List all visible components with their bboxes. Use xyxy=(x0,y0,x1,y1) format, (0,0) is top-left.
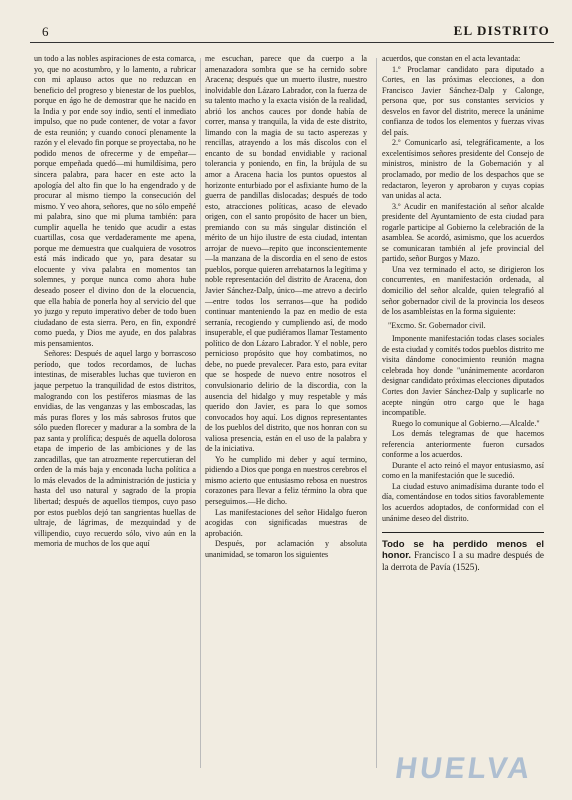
column-1 xyxy=(34,54,196,550)
paragraph: Las manifestaciones del señor Hidalgo fueron acogidas con significadas muestras de aprobación. xyxy=(205,507,367,538)
paragraph: Yo he cumplido mi deber y aquí termino, pidiendo a Dios que ponga en nuestros cerebros el mismo acierto que entusiasmo rebosa en nuestros corazones para llevar a feliz término la obra que perseguimos.—He dicho. xyxy=(205,454,367,506)
paragraph: 3.º Acudir en manifestación al señor alcalde presidente del Ayuntamiento de esta ciudad para rogarle participe al Gobierno la celebración de la asamblea. Se acordó, asimismo, que los acuerdos se comunicaran también al jefe provincial del partido, señor Burgos y Mazo. xyxy=(382,201,544,264)
paragraph: me escuchan, parece que da cuerpo a la amenazadora sombra que se ha cernido sobre Aracena; después que un muerto ilustre, nuestro inolvidable don Lázaro Labrador, con la fuerza de su talento macho y la exacta visión de la realidad, abrió los anchos cauces por donde había de correr, mansa y tranquila, la vida de este distrito, limando con la magia de su tacto asperezas y rencillas, atrayendo a los más díscolos con el encanto de su bondad envidiable y racional tolerancia y poniendo, en fin, la brújula de su amor a Aracena hacia los puntos opuestos al horizonte enturbiado por el asfixiante humo de la guerra de pandillas dislocadas; después de todo esto, atracciones políticas, acaso de elevado origen, con el santo propósito de hacer un bien, premiando con su más singular distinción el mérito de un hijo ilustre de esta ciudad, intentan arrojar de nuevo—repito que inconscientemente—la manzana de la discordia en el seno de estos pueblos, porque quieren arrebatarnos la legítima y noble representación del distrito de Aracena, don Javier Sánchez-Dalp, único—me atrevo a decirlo—entre todos los serranos—que ha podido continuar manteniendo la paz en medio de esta serranía, recogiendo y cumpliendo así, de modo insuperable, el que pudiéramos llamar Testamento político de don Lázaro Labrador. Y el noble, pero pernicioso propósito que hoy combatimos, no debe, no puede prevalecer. Para esto, para evitar que se hospede de nuevo entre nosotros el convulsionario delirio de la discordia, con la ausencia del hidalgo y muy respetable y más querido don Javier, es para lo que somos convocados hoy aquí. Los dignos representantes de los pueblos del distrito, que nos honran con su valiosa presencia, están en el uso de la palabra y de la iniciativa. xyxy=(205,54,367,454)
telegram-signoff: Ruego lo comunique al Gobierno.—Alcalde." xyxy=(392,418,540,428)
paragraph: Señores: Después de aquel largo y borrascoso período, que todos recordamos, de luchas intestinas, de miserables luchas que tuvieron en jaque perpetuo la tranquilidad de estos distritos, malogrando con los pestíferos miasmas de las envidias, de las venganzas y las emboscadas, las más puras flores y los más sabrosos frutos que sólo pueden florecer y madurar a la sombra de la paz santa y prolífica; después de aquella dolorosa etapa de imperio de las ambiciones y de las zancadillas, que tan atrozmente repercutieran del orden de la más baja y enconada lucha política a lo más elevados de la administración de justicia y hasta del uso natural y sagrado de la propia libertad; después de aquellos tiempos, cuyo paso por estos pueblos dejó tan sangrientas huellas de ultraje, de lágrimas, de mezquindad y de villipendio, cuyo recuerdo sólo, vivo aún en la memoria de muchos de los que aquí xyxy=(34,349,196,549)
column-divider xyxy=(376,58,377,768)
journal-title: EL DISTRITO xyxy=(453,23,550,38)
paragraph: Después, por aclamación y absoluta unanimidad, se tomaron los siguientes xyxy=(205,539,367,559)
telegram-body: Imponente manifestación todas clases sociales de esta ciudad y comités todos pueblos distrito me visita dándome conocimiento reunión magna celebrada hoy donde "unánimemente acordaron designar candidato próximas elecciones diputados Cortes don Javier Sánchez-Dalp y suplicarle no acepte ningún otro cargo que le haga incompatible. xyxy=(382,334,544,418)
note-bold-lead: Todo se ha perdido menos el honor. xyxy=(382,539,544,562)
paragraph: La ciudad estuvo animadísima durante todo el día, comentándose en todos sitios favorablemente los acuerdos adoptados, de conformidad con el unánime deseo del distrito. xyxy=(382,481,544,523)
paragraph: 1.º Proclamar candidato para diputado a Cortes, en las próximas elecciones, a don Francisco Javier Sánchez-Dalp y Calonge, persona que, por sus constantes servicios y desvelos en favor del distrito, merece la unánime confianza de todos los elementos y fuerzas vivas del país. xyxy=(382,64,544,137)
column-3 xyxy=(382,54,544,573)
note-text: Francisco I a su madre después de la derrota de Pavía (1525). xyxy=(382,550,544,572)
paragraph: 2.º Comunicarlo así, telegráficamente, a los excelentísimos señores presidente del Consejo de ministros, ministro de la Gobernación y al proclamado, por medio de los despachos que se redactaron, leyeron y aprobaron y cuyas copias van unidas al acta. xyxy=(382,138,544,201)
paragraph: Una vez terminado el acto, se dirigieron los concurrentes, en manifestación ordenada, al domicilio del señor alcalde, quien telegrafió al señor gobernador civil de la provincia los deseos de los asambleístas en la forma siguiente: xyxy=(382,264,544,317)
page-number: 6 xyxy=(42,24,49,39)
library-watermark-logo: HUELVA xyxy=(393,752,535,785)
telegram-heading: "Excmo. Sr. Gobernador civil. xyxy=(388,320,486,330)
section-divider xyxy=(382,532,544,533)
paragraph: Los demás telegramas de que hacemos referencia anteriormente fueron cursados conforme a los acuerdos. xyxy=(382,429,544,460)
paragraph: Durante el acto reinó el mayor entusiasmo, así como en la manifestación que le sucedió. xyxy=(382,460,544,481)
column-2 xyxy=(205,54,367,560)
page-header xyxy=(30,23,554,43)
paragraph: acuerdos, que constan en el acta levantada: xyxy=(382,54,521,63)
paragraph: un todo a las nobles aspiraciones de esta comarca, yo, que no acostumbro, y lo lamento, a rubricar con mi aplauso actos que no reduzcan en beneficio del progreso y bienestar de los pueblos, porque en ágo he de demostrar que he nacido en la India y por ende soy indio, sentí el inmediato impulso, que no pude contener, de votar a favor de esta reunión; y cuando conocí plenamente la razón y el elevado fin porque se proyectaba, no he podido menos de ofrecerme y de empeñar—porque empeñada quedó—mi humildísima, pero sincera palabra, para hacer en este acto la apología del alto fin que lo ha engendrado y de procurar al mismo tiempo la consecución del mismo. Y veo ahora, señores, que no sólo empeñé mi palabra, sino que mi pluma también: para cumplir aquella he tenido que acudir a estas cuartillas, cosa que verdaderamente me apena, porque me demuestra que cualquiera de vosotros está más indicado que yo, para desatar su elocuente y viva palabra en momentos tan solemnes, y porque nunca como ahora hube deseado poseer el divino don de la elocuencia, que ella había de ponerla hoy al servicio del que yo juzgo y reputo imperativo deber de todo buen ciudadano de esta sierra. Pero, en fin, expondré como pueda, y Dios me ayude, en dos palabras mis pensamientos. xyxy=(34,54,196,348)
column-divider xyxy=(200,58,201,768)
historical-quote-note xyxy=(382,539,544,573)
